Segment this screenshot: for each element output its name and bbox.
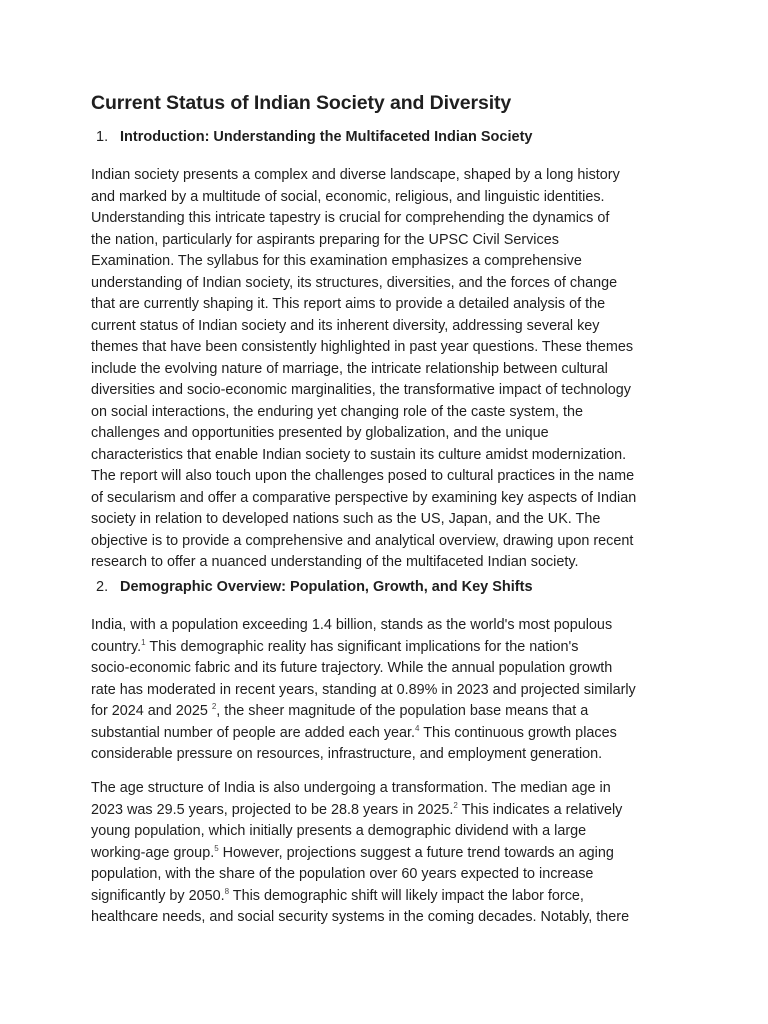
section-heading-text: Introduction: Understanding the Multifaceted Indian Society	[120, 129, 533, 145]
demographic-paragraph-1	[91, 615, 691, 766]
text-run: for 2024 and 2025	[91, 703, 212, 719]
text-run: substantial number of people are added each year.	[91, 724, 416, 741]
paragraph-line: society in relation to developed nations such as the US, Japan, and the UK. The	[91, 511, 601, 527]
paragraph-line	[91, 701, 691, 723]
paragraph-line	[91, 843, 691, 865]
paragraph-line: research to offer a nuanced understanding of the multifaceted Indian society.	[91, 554, 579, 570]
paragraph-line: population, with the share of the population over 60 years expected to increase	[91, 866, 594, 882]
paragraph-line: considerable pressure on resources, infrastructure, and employment generation.	[91, 746, 603, 762]
text-run: This indicates a relatively	[457, 801, 623, 818]
paragraph-line: India, with a population exceeding 1.4 billion, stands as the world's most populous	[91, 617, 613, 633]
paragraph-line: Understanding this intricate tapestry is crucial for comprehending the dynamics of	[91, 210, 610, 226]
text-run: However, projections suggest a future trend towards an aging	[218, 844, 614, 861]
paragraph-line: objective is to provide a comprehensive and analytical overview, drawing upon recent	[91, 532, 634, 549]
paragraph-line: include the evolving nature of marriage, the intricate relationship between cultural	[91, 360, 608, 377]
paragraph-line: diversities and socio-economic marginalities, the transformative impact of technology	[91, 382, 631, 398]
footnote-ref[interactable]: 2	[211, 702, 217, 711]
document-title: Current Status of Indian Society and Diversity	[91, 92, 512, 114]
paragraph-line	[91, 800, 691, 822]
demographic-paragraph-2	[91, 778, 691, 929]
text-run: country.	[91, 638, 142, 655]
paragraph-line: and marked by a multitude of social, economic, religious, and linguistic identities.	[91, 188, 605, 205]
footnote-ref[interactable]: 8	[224, 886, 230, 896]
paragraph-line: understanding of Indian society, its structures, diversities, and the forces of change	[91, 274, 618, 291]
paragraph-line: characteristics that enable Indian society to sustain its culture amidst modernization.	[91, 446, 627, 463]
paragraph-line: Examination. The syllabus for this examination emphasizes a comprehensive	[91, 253, 582, 269]
paragraph-line: The age structure of India is also undergoing a transformation. The median age in	[91, 780, 611, 796]
text-run: , the sheer magnitude of the population base means that a	[216, 703, 589, 719]
text-run: working-age group.	[91, 844, 215, 861]
text-run: This continuous growth places	[419, 724, 617, 741]
section-heading-introduction	[96, 129, 532, 145]
footnote-ref[interactable]: 5	[214, 843, 219, 853]
paragraph-line: that are currently shaping it. This report aims to provide a detailed analysis of the	[91, 296, 606, 312]
paragraph-line: The report will also touch upon the challenges posed to cultural practices in the name	[91, 468, 635, 484]
text-run: This demographic reality has significant implications for the nation's	[145, 638, 579, 655]
paragraph-line: themes that have been consistently highlighted in past year questions. These themes	[91, 339, 634, 355]
section-heading-demographic	[96, 579, 533, 595]
section-number: 2.	[96, 579, 109, 595]
paragraph-line	[91, 637, 691, 659]
paragraph-line: challenges and opportunities presented by globalization, and the unique	[91, 425, 549, 441]
paragraph-line	[91, 723, 691, 745]
paragraph-line: the nation, particularly for aspirants preparing for the UPSC Civil Services	[91, 231, 559, 248]
paragraph-line: socio-economic fabric and its future trajectory. While the annual population growth	[91, 660, 613, 676]
paragraph-line: on social interactions, the enduring yet changing role of the caste system, the	[91, 403, 583, 420]
text-run: This demographic shift will likely impact the labor force,	[229, 887, 584, 904]
intro-paragraph	[91, 165, 691, 574]
paragraph-line	[91, 886, 691, 908]
paragraph-line: young population, which initially presents a demographic dividend with a large	[91, 823, 587, 839]
text-run: significantly by 2050.	[91, 887, 225, 904]
paragraph-line: Indian society presents a complex and diverse landscape, shaped by a long history	[91, 167, 620, 183]
text-run: 2023 was 29.5 years, projected to be 28.8 years in 2025.	[91, 801, 454, 818]
paragraph-line: rate has moderated in recent years, standing at 0.89% in 2023 and projected similarly	[91, 681, 636, 698]
footnote-ref[interactable]: 4	[415, 723, 420, 733]
section-number: 1.	[96, 129, 109, 145]
footnote-ref[interactable]: 2	[453, 800, 458, 810]
paragraph-line: healthcare needs, and social security systems in the coming decades. Notably, there	[91, 909, 630, 925]
paragraph-line: current status of Indian society and its inherent diversity, addressing several key	[91, 317, 600, 334]
paragraph-line: of secularism and offer a comparative perspective by examining key aspects of Indian	[91, 489, 637, 506]
footnote-ref[interactable]: 1	[141, 637, 146, 647]
section-heading-text: Demographic Overview: Population, Growth, and Key Shifts	[120, 579, 533, 595]
